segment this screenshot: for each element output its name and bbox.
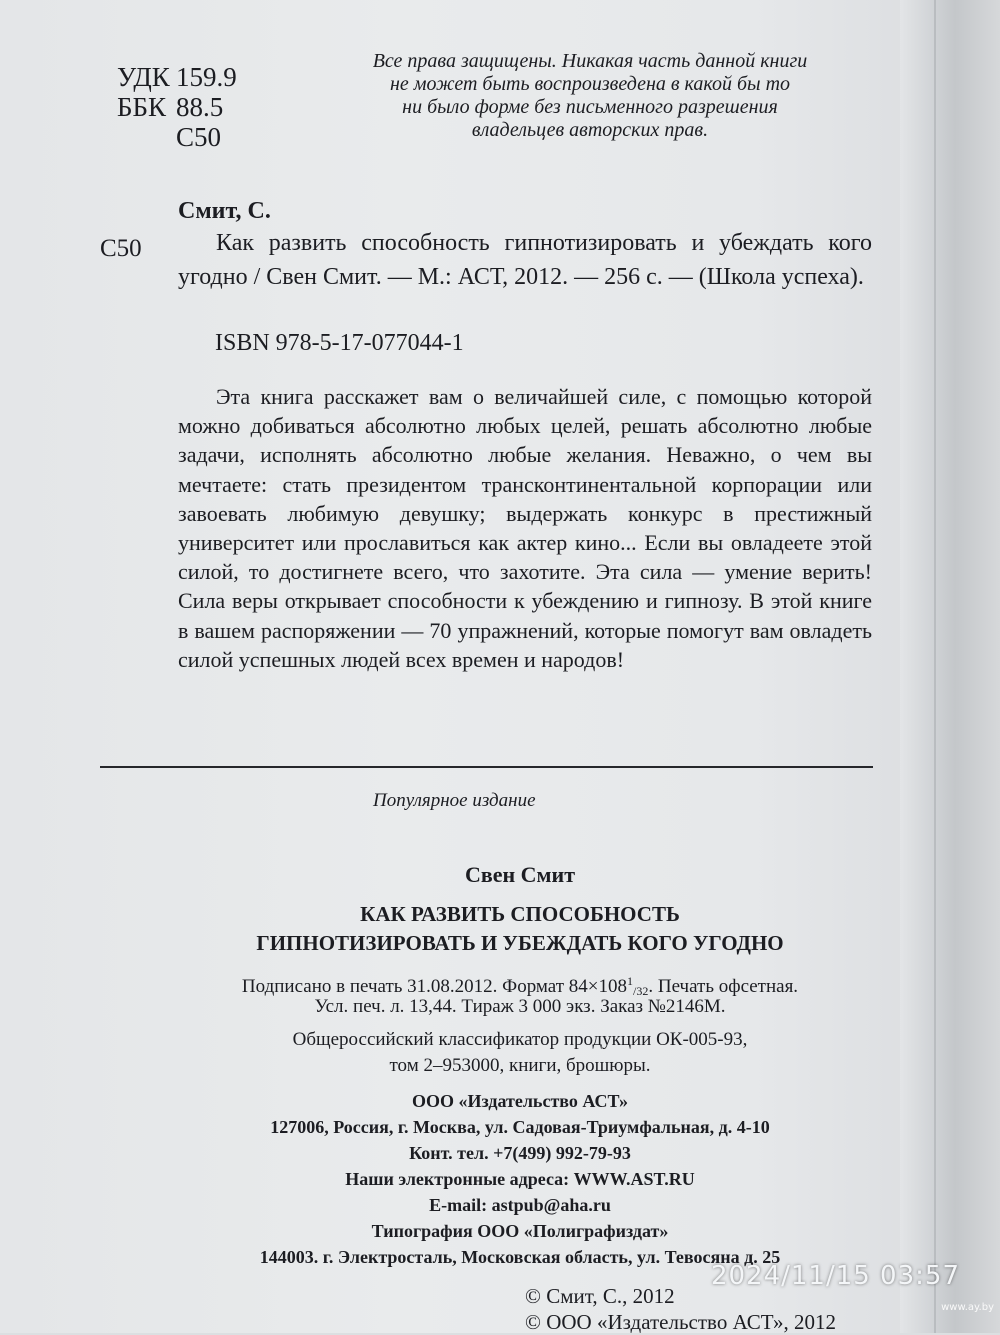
classifier-line-2: том 2–953000, книги, брошюры. xyxy=(389,1055,651,1076)
rights-line: Все права защищены. Никакая часть данной книги xyxy=(372,50,808,72)
signed-suffix: . Печать офсетная. xyxy=(648,976,799,997)
bbk-value: 88.5 xyxy=(176,92,224,122)
isbn: ISBN 978-5-17-077044-1 xyxy=(215,330,464,356)
catalog-cutter: С50 xyxy=(100,235,142,262)
signed-prefix: Подписано в печать 31.08.2012. Формат 84×108 xyxy=(241,976,628,997)
udk-value: 159.9 xyxy=(176,62,237,92)
catalog-author: Смит, С. xyxy=(178,198,271,224)
printer-name: Типография ООО «Полиграфиздат» xyxy=(371,1221,669,1241)
title-line-2: ГИПНОТИЗИРОВАТЬ И УБЕЖДАТЬ КОГО УГОДНО xyxy=(256,931,784,955)
rights-notice xyxy=(355,50,825,142)
classifier-line-1: Общероссийский классификатор продукции ОК-005-93, xyxy=(292,1029,748,1050)
photo-timestamp: 2024/11/15 03:57 xyxy=(710,1261,960,1291)
publisher-phone: Конт. тел. +7(499) 992-79-93 xyxy=(409,1143,631,1163)
rights-line: ни было форме без письменного разрешения xyxy=(402,96,778,118)
cutter-code: С50 xyxy=(176,122,222,152)
copyright-author: © Смит, С., 2012 xyxy=(525,1284,675,1308)
annotation-paragraph: Эта книга расскажет вам о величайшей силе, с помощью которой можно добиваться абсолютно любых целей, решать абсолютно любые задачи, исполнять абсолютно любые желания. Неважно, о чем вы мечтаете: стать президентом трансконтинентальной корпорации или завоевать любимую девушку; выдержать конкурс в престижный университет или прославиться как актер кино... Если вы овладеете этой силой, то достигнете всего, что захотите. Эта сила — умение верить! Сила веры открывает способности к убеждению и гипнозу. В этой книге в вашем распоряжении — 70 упражнений, которые помогут вам овладеть силой успешных людей всех времен и народов! xyxy=(178,384,872,672)
edition-type: Популярное издание xyxy=(373,790,536,811)
publisher-email: E-mail: astpub@aha.ru xyxy=(429,1195,611,1215)
publisher-address: 127006, Россия, г. Москва, ул. Садовая-Триумфальная, д. 4-10 xyxy=(270,1117,770,1137)
spine-crease xyxy=(934,0,936,1333)
bbk-label: ББК xyxy=(117,92,167,122)
rights-line: не может быть воспроизведена в какой бы то xyxy=(389,73,791,95)
print-sheets: Усл. печ. л. 13,44. Тираж 3 000 экз. Заказ №2146М. xyxy=(314,996,726,1017)
rights-line: владельцев авторских прав. xyxy=(471,119,709,141)
publisher-web: Наши электронные адреса: WWW.AST.RU xyxy=(345,1169,695,1189)
divider-rule xyxy=(100,766,873,768)
printer-address: 144003. г. Электросталь, Московская область, ул. Тевосяна д. 25 xyxy=(259,1247,781,1267)
site-watermark: www.ay.by xyxy=(941,1302,994,1313)
imprint-author: Свен Смит xyxy=(464,862,576,887)
book-spine-shadow xyxy=(900,0,1000,1333)
publisher-name: ООО «Издательство АСТ» xyxy=(411,1091,629,1111)
format-sub: /32 xyxy=(633,984,649,998)
bibliographic-description: Как развить способность гипнотизировать и убеждать кого угодно / Свен Смит. — М.: АСТ, 2012. — 256 с. — (Школа успеха). xyxy=(178,230,872,290)
udk-label: УДК xyxy=(117,62,170,92)
title-line-1: КАК РАЗВИТЬ СПОСОБНОСТЬ xyxy=(360,902,680,926)
imprint-title xyxy=(160,900,880,958)
copyright-publisher: © ООО «Издательство АСТ», 2012 xyxy=(525,1310,836,1334)
format-sup: 1 xyxy=(627,974,634,988)
